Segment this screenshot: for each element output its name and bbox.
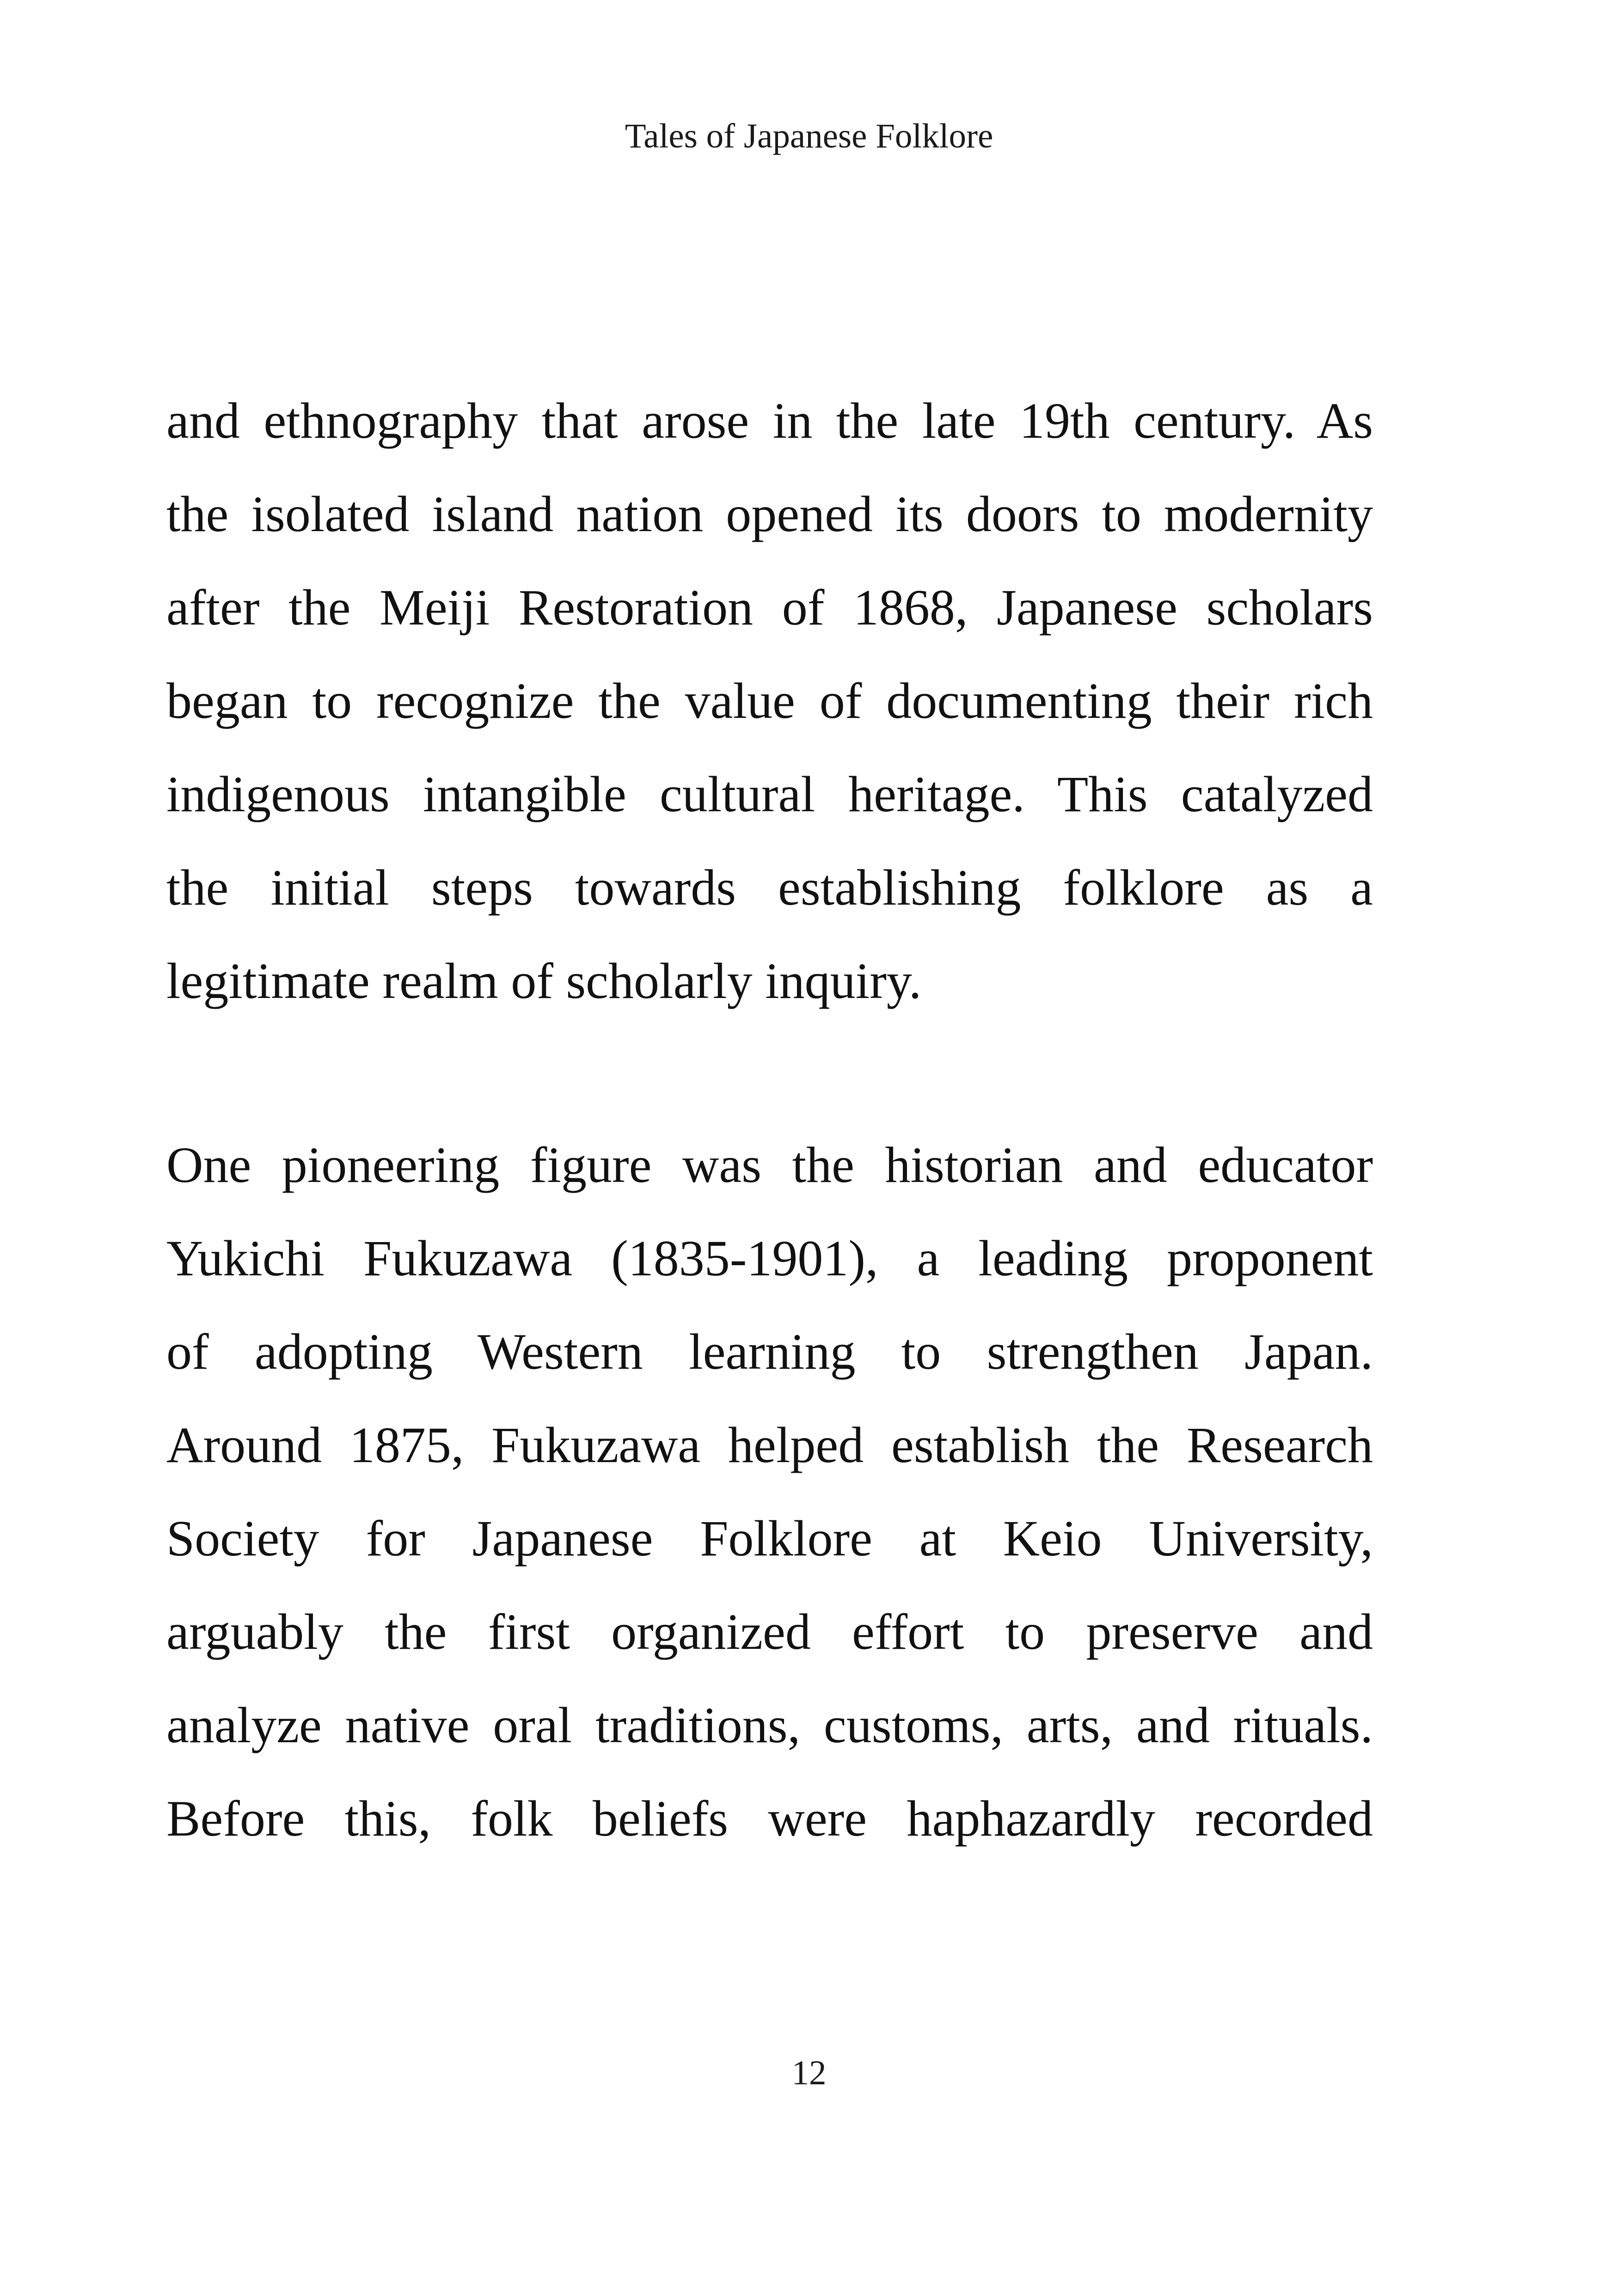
paragraph-line: Around 1875, Fukuzawa helped establish the Research [166, 1417, 1373, 1473]
paragraph-line: and ethnography that arose in the late 19th century. As [166, 392, 1373, 449]
running-header: Tales of Japanese Folklore [625, 117, 993, 155]
paragraph-line: One pioneering figure was the historian and educator [166, 1137, 1373, 1193]
paragraph-line: arguably the first organized effort to preserve and [166, 1604, 1373, 1660]
paragraph-line: Society for Japanese Folklore at Keio University, [166, 1510, 1373, 1567]
paragraph-2 [166, 1133, 1373, 1880]
paragraph-line: indigenous intangible cultural heritage. This catalyzed [166, 766, 1373, 822]
page-number: 12 [791, 2054, 827, 2092]
paragraph-line: began to recognize the value of documenting their rich [166, 673, 1373, 729]
paragraph-line: legitimate realm of scholarly inquiry. [166, 953, 922, 1009]
paragraph-line: after the Meiji Restoration of 1868, Japanese scholars [166, 579, 1373, 636]
paragraph-line: analyze native oral traditions, customs, arts, and rituals. [166, 1697, 1373, 1753]
paragraph-line: Before this, folk beliefs were haphazardly recorded [166, 1790, 1373, 1847]
paragraph-1 [166, 388, 1373, 1042]
paragraph-line: the initial steps towards establishing folklore as a [166, 859, 1373, 916]
paragraph-line: Yukichi Fukuzawa (1835-1901), a leading proponent [166, 1230, 1373, 1286]
paragraph-line: the isolated island nation opened its doors to modernity [166, 486, 1373, 542]
paragraph-line: of adopting Western learning to strengthen Japan. [166, 1323, 1373, 1380]
